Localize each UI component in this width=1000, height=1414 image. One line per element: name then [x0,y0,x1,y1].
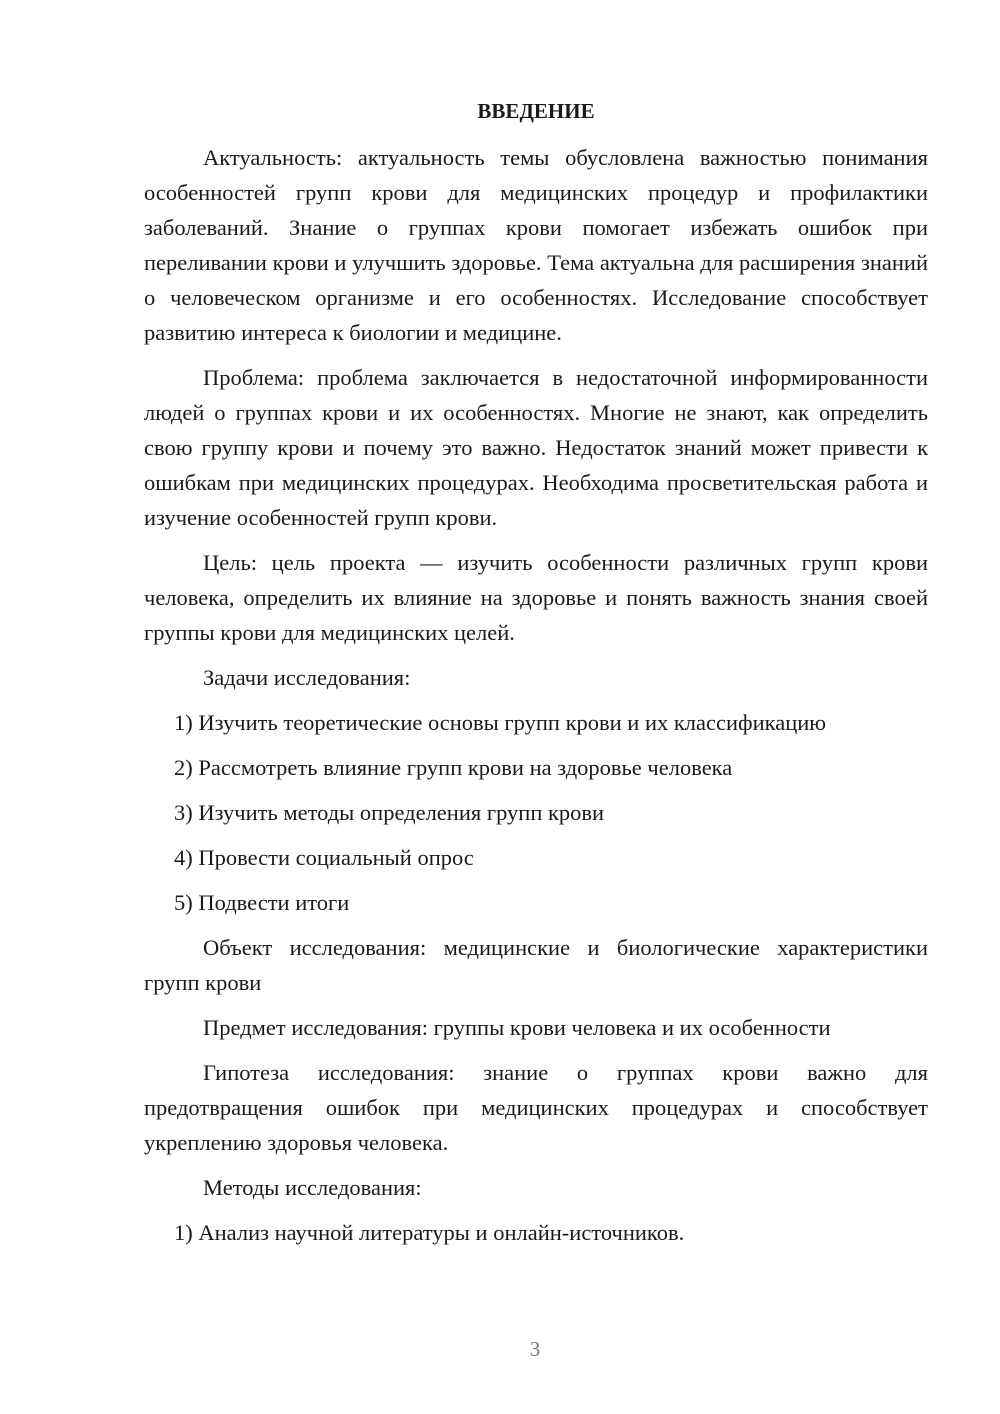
hypothesis-paragraph: Гипотеза исследования: знание о группах крови важно для предотвращения ошибок при медицинских процедурах и способствует укреплению здоровья человека. [144,1060,928,1155]
problem-paragraph: Проблема: проблема заключается в недостаточной информированности людей о группах крови и их особенностях. Многие не знают, как определить свою группу крови и почему это важно. Недостаток знаний может привести к ошибкам при медицинских процедурах. Необходима просветительская работа и изучение особенностей групп крови. [144,365,928,530]
methods-heading: Методы исследования: [203,1175,422,1200]
task-item: 5) Подвести итоги [174,890,350,915]
relevance-paragraph: Актуальность: актуальность темы обусловлена важностью понимания особенностей групп крови для медицинских процедур и профилактики заболеваний. Знание о группах крови помогает избежать ошибок при переливании крови и улучшить здоровье. Тема актуальна для расширения знаний о человеческом организме и его особенностях. Исследование способствует развитию интереса к биологии и медицине. [144,145,928,345]
task-item: 1) Изучить теоретические основы групп крови и их классификацию [174,710,827,735]
object-paragraph: Объект исследования: медицинские и биологические характеристики групп крови [144,935,928,995]
page-title: ВВЕДЕНИЕ [477,99,595,123]
goal-paragraph: Цель: цель проекта — изучить особенности различных групп крови человека, определить их влияние на здоровье и понять важность знания своей группы крови для медицинских целей. [144,550,928,645]
page-content [144,94,928,1260]
task-item: 3) Изучить методы определения групп крови [174,800,605,825]
task-item: 4) Провести социальный опрос [174,845,474,870]
method-item: 1) Анализ научной литературы и онлайн-источников. [174,1220,685,1245]
task-item: 2) Рассмотреть влияние групп крови на здоровье человека [174,755,733,780]
subject-paragraph: Предмет исследования: группы крови человека и их особенности [203,1015,831,1040]
tasks-heading: Задачи исследования: [203,665,411,690]
page-number: 3 [529,1337,541,1361]
